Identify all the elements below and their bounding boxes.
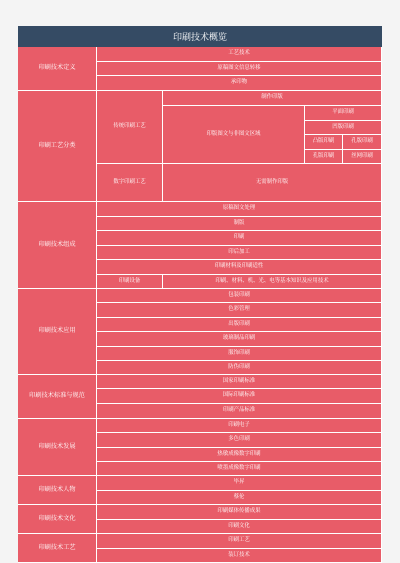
composition-item: 印刷 bbox=[97, 231, 382, 246]
culture-item: 印刷文化 bbox=[97, 520, 382, 534]
application-item: 出版印刷 bbox=[97, 318, 382, 332]
category-people: 印刷技术人物 bbox=[18, 476, 97, 505]
composition-item: 印后加工 bbox=[97, 246, 382, 260]
page-title: 印刷技术概览 bbox=[18, 26, 382, 47]
definition-item: 原稿图文信息转移 bbox=[97, 62, 382, 76]
definition-item: 承印物 bbox=[97, 76, 382, 91]
image-nonimage-areas: 印版图文与非图文区域 bbox=[163, 106, 305, 164]
application-item: 色彩管理 bbox=[97, 303, 382, 318]
application-item: 包装印刷 bbox=[97, 289, 382, 303]
composition-item: 印刷材料及印刷适性 bbox=[97, 260, 382, 275]
category-development: 印刷技术发展 bbox=[18, 419, 97, 476]
category-culture: 印刷技术文化 bbox=[18, 505, 97, 534]
equipment-description: 印刷、材料、机、光、电等基本知识及应用技术 bbox=[163, 275, 382, 289]
category-definition: 印刷技术定义 bbox=[18, 47, 97, 91]
type-flat: 平面印刷 bbox=[305, 106, 382, 121]
culture-item: 印刷媒体传播成果 bbox=[97, 505, 382, 520]
definition-item: 工艺技术 bbox=[97, 47, 382, 62]
category-classification: 印刷工艺分类 bbox=[18, 91, 97, 202]
development-item: 印刷电子 bbox=[97, 419, 382, 433]
plateless: 无需制作印版 bbox=[163, 164, 382, 202]
equipment-label: 印刷设备 bbox=[97, 275, 163, 289]
people-item: 毕昇 bbox=[97, 476, 382, 491]
standards-item: 国家印刷标准 bbox=[97, 375, 382, 389]
development-item: 多色印刷 bbox=[97, 433, 382, 448]
type-porous: 孔版印刷 bbox=[343, 135, 382, 150]
craft-item: 装订技术 bbox=[97, 549, 382, 563]
craft-item: 印刷工艺 bbox=[97, 534, 382, 549]
standards-item: 印刷产品标准 bbox=[97, 404, 382, 419]
composition-item: 制版 bbox=[97, 217, 382, 231]
overview-table bbox=[18, 26, 382, 558]
development-item: 热敏成像数字印刷 bbox=[97, 448, 382, 462]
type-relief: 凹版印刷 bbox=[305, 121, 382, 135]
category-craft: 印刷技术工艺 bbox=[18, 534, 97, 563]
composition-item: 原稿图文处理 bbox=[97, 202, 382, 217]
type-silk: 丝网印刷 bbox=[343, 150, 382, 164]
standards-item: 国际印刷标准 bbox=[97, 389, 382, 404]
category-application: 印刷技术应用 bbox=[18, 289, 97, 375]
application-item: 防伪印刷 bbox=[97, 361, 382, 375]
category-composition: 印刷技术组成 bbox=[18, 202, 97, 289]
type-convex: 凸版印刷 bbox=[305, 135, 343, 150]
application-item: 服饰印刷 bbox=[97, 347, 382, 361]
traditional-process: 传统印刷工艺 bbox=[97, 91, 163, 164]
digital-process: 数字印刷工艺 bbox=[97, 164, 163, 202]
plate-making: 制作印版 bbox=[163, 91, 382, 106]
people-item: 蔡伦 bbox=[97, 491, 382, 505]
application-item: 玻璃制品印刷 bbox=[97, 332, 382, 347]
development-item: 喷墨成像数字印刷 bbox=[97, 462, 382, 476]
category-standards: 印刷技术标准与规范 bbox=[18, 375, 97, 419]
type-gravure: 孔版印刷 bbox=[305, 150, 343, 164]
